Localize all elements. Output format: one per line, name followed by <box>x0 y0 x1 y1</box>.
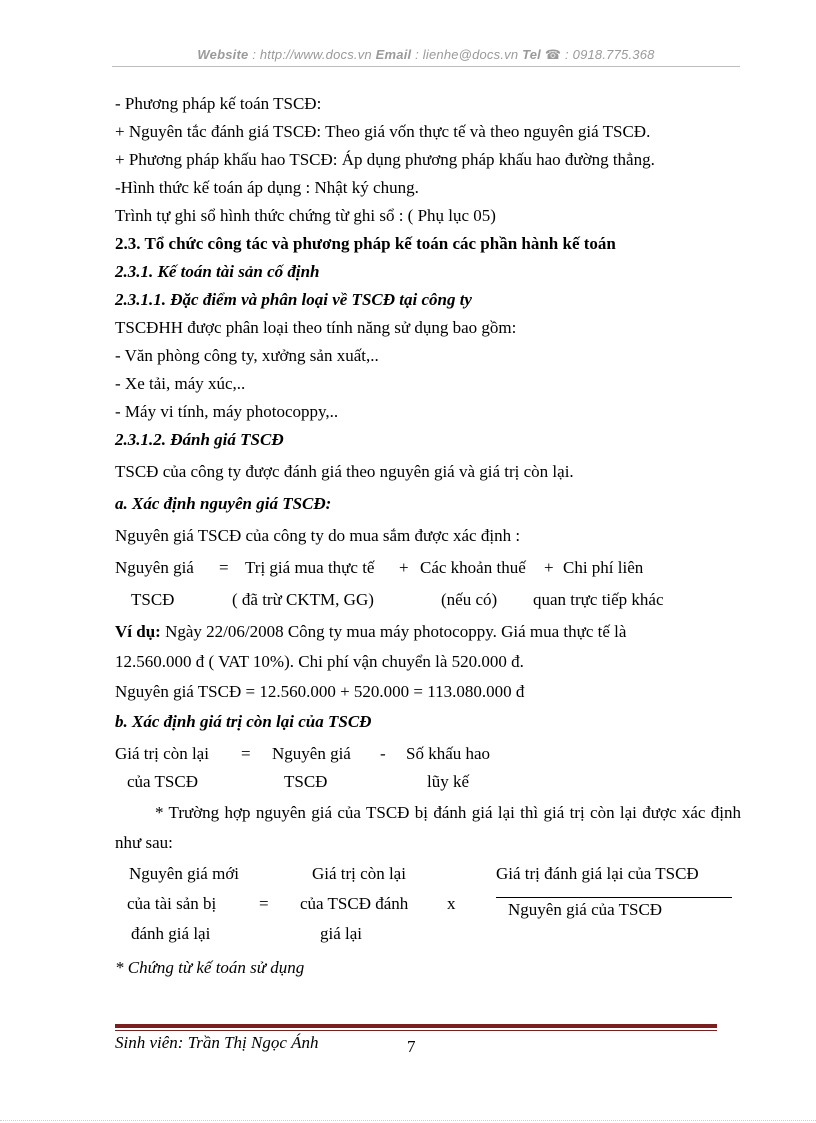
formula-term: quan trực tiếp khác <box>533 590 664 609</box>
example-line: 12.560.000 đ ( VAT 10%). Chi phí vận chuyển là 520.000 đ. <box>115 652 524 671</box>
fraction-denominator: Nguyên giá của TSCĐ <box>508 900 663 919</box>
paragraph-line: - Phương pháp kế toán TSCĐ: <box>115 94 322 113</box>
formula-operator: = <box>259 894 269 913</box>
formula-cost-row2 <box>115 586 741 614</box>
example-line: Ví dụ: Ngày 22/06/2008 Công ty mua máy photocoppy. Giá mua thực tế là <box>115 622 627 641</box>
formula-term: lũy kế <box>427 772 470 791</box>
fraction-bar <box>496 897 732 898</box>
formula-term: Chi phí liên <box>563 558 644 577</box>
formula-term: của tài sản bị <box>127 894 217 913</box>
page-number: 7 <box>407 1037 416 1056</box>
header-divider <box>112 66 740 67</box>
formula-term: TSCĐ <box>284 772 328 791</box>
page-footer <box>115 1033 717 1059</box>
formula-term: ( đã trừ CKTM, GG) <box>232 590 374 609</box>
paragraph-line: -Hình thức kế toán áp dụng : Nhật ký chung. <box>115 178 419 197</box>
fraction-numerator: Giá trị đánh giá lại của TSCĐ <box>496 864 699 883</box>
section-heading-2-3-1: 2.3.1. Kế toán tài sản cố định <box>115 262 320 281</box>
website-value[interactable]: : http://www.docs.vn <box>252 47 372 62</box>
formula-revaluation <box>115 862 741 952</box>
paragraph-line: Nguyên giá TSCĐ của công ty do mua sắm được xác định : <box>115 526 521 545</box>
tel-value: ☎ : 0918.775.368 <box>544 47 655 62</box>
formula-operator: + <box>399 558 409 577</box>
formula-operator: x <box>447 894 456 913</box>
formula-operator: - <box>380 744 386 763</box>
paragraph-line: TSCĐ của công ty được đánh giá theo nguyên giá và giá trị còn lại. <box>115 462 574 481</box>
formula-term: TSCĐ <box>131 590 175 609</box>
list-item: - Xe tải, máy xúc,.. <box>115 374 246 393</box>
formula-cost-row1 <box>115 554 741 582</box>
formula-term: Trị giá mua thực tế <box>245 558 375 577</box>
revaluation-note: * Trường hợp nguyên giá của TSCĐ bị đánh giá lại thì giá trị còn lại được xác định như sau: <box>115 803 741 852</box>
formula-term: Nguyên giá <box>115 558 194 577</box>
page-bottom-divider <box>0 1120 816 1121</box>
formula-term: Giá trị còn lại <box>115 744 209 763</box>
formula-term: của TSCĐ đánh <box>300 894 409 913</box>
formula-term: Số khấu hao <box>406 744 491 763</box>
subsection-heading-b: b. Xác định giá trị còn lại của TSCĐ <box>115 712 372 731</box>
formula-term: của TSCĐ <box>127 772 198 791</box>
formula-term: Nguyên giá mới <box>129 864 240 883</box>
formula-operator: + <box>544 558 554 577</box>
paragraph-line: TSCĐHH được phân loại theo tính năng sử dụng bao gồm: <box>115 318 517 337</box>
formula-term: Giá trị còn lại <box>312 864 406 883</box>
email-value[interactable]: : lienhe@docs.vn <box>415 47 519 62</box>
document-body <box>115 90 741 982</box>
formula-residual-row1 <box>115 740 741 768</box>
formula-term: Các khoản thuế <box>420 558 526 577</box>
email-label: Email <box>375 47 412 62</box>
formula-term: (nếu có) <box>441 590 498 609</box>
section-heading-2-3-1-1: 2.3.1.1. Đặc điểm và phân loại về TSCĐ tại công ty <box>115 290 472 309</box>
section-heading-2-3-1-2: 2.3.1.2. Đánh giá TSCĐ <box>115 430 284 449</box>
footer-student-name: Sinh viên: Trần Thị Ngọc Ánh <box>115 1033 319 1052</box>
section-heading-2-3: 2.3. Tổ chức công tác và phương pháp kế toán các phần hành kế toán <box>115 234 616 253</box>
formula-term: giá lại <box>320 924 363 943</box>
list-item: - Máy vi tính, máy photocoppy,.. <box>115 402 339 421</box>
example-label: Ví dụ: <box>115 622 161 641</box>
paragraph-line: + Phương pháp khấu hao TSCĐ: Áp dụng phương pháp khấu hao đường thẳng. <box>115 150 655 169</box>
formula-term: đánh giá lại <box>131 924 211 943</box>
website-label: Website <box>197 47 249 62</box>
formula-residual-row2 <box>115 768 741 796</box>
tel-label: Tel <box>522 47 541 62</box>
formula-operator: = <box>219 558 229 577</box>
formula-term: Nguyên giá <box>272 744 351 763</box>
subsection-heading-a: a. Xác định nguyên giá TSCĐ: <box>115 494 332 513</box>
paragraph-line: + Nguyên tắc đánh giá TSCĐ: Theo giá vốn thực tế và theo nguyên giá TSCĐ. <box>115 122 651 141</box>
voucher-note: * Chứng từ kế toán sử dụng <box>115 958 305 977</box>
formula-operator: = <box>241 744 251 763</box>
footer-rule-thick <box>115 1024 717 1028</box>
paragraph-line: Trình tự ghi sổ hình thức chứng từ ghi sổ : ( Phụ lục 05) <box>115 206 496 225</box>
list-item: - Văn phòng công ty, xưởng sản xuất,.. <box>115 346 379 365</box>
example-line: Nguyên giá TSCĐ = 12.560.000 + 520.000 = 113.080.000 đ <box>115 682 525 701</box>
page-header <box>112 47 740 63</box>
footer-rule-thin <box>115 1030 717 1031</box>
